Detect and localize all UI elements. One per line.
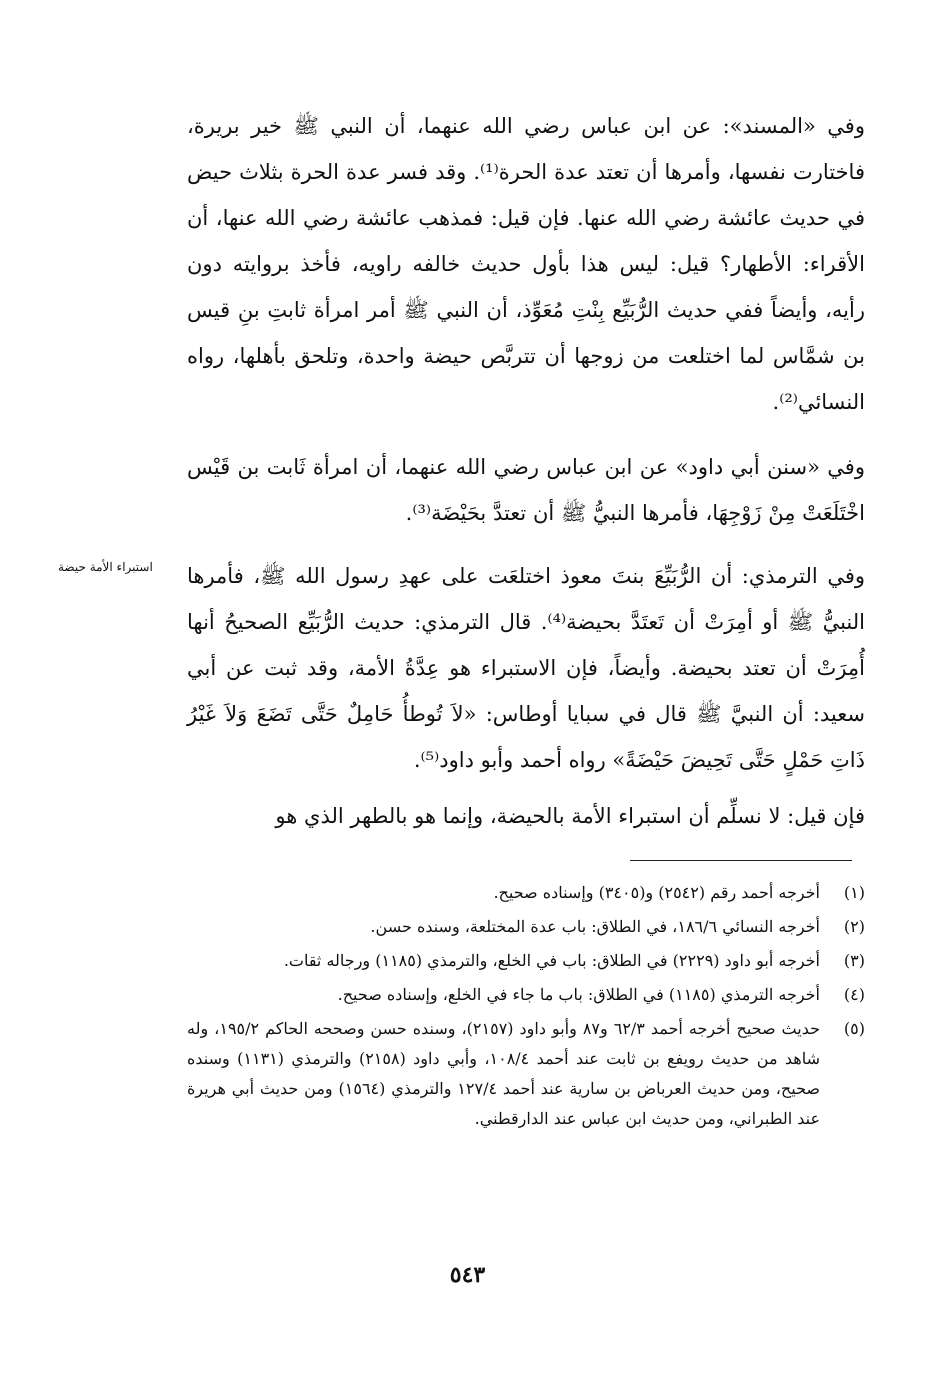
footnotes — [187, 878, 865, 1138]
body-paragraph-4: فإن قيل: لا نسلِّم أن استبراء الأمة بالحيضة، وإنما هو بالطهر الذي هو — [275, 804, 865, 828]
footnote-5 — [187, 1014, 865, 1134]
footnote-number: (٥) — [843, 1019, 865, 1038]
footnote-1 — [187, 878, 865, 908]
footnote-text: أخرجه الترمذي (١١٨٥) في الطلاق: باب ما جاء في الخلع، وإسناده صحيح. — [337, 985, 820, 1004]
footnote-text: أخرجه أبو داود (٢٢٢٩) في الطلاق: باب في الخلع، والترمذي (١١٨٥) ورجاله ثقات. — [283, 951, 820, 970]
footnote-text: أخرجه أحمد رقم (٢٥٤٢) و(٣٤٠٥) وإسناده صحيح. — [493, 883, 820, 902]
footnote-text: حديث صحيح أخرجه أحمد ٦٢/٣ و٨٧ وأبو داود (٢١٥٧)، وسنده حسن وصححه الحاكم ١٩٥/٢، وله شاهد من حديث رويفع بن ثابت عند أحمد ١٠٨/٤، وأبي داود (٢١٥٨) والترمذي (١١٣١) وسنده صحيح، ومن حديث العرباض بن سارية عند أحمد ١٢٧/٤ والترمذي (١٥٦٤) ومن حديث أبي هريرة عند الطبراني، ومن حديث ابن عباس عند الدارقطني. — [187, 1019, 821, 1128]
page-number: ٥٤٣ — [449, 1262, 486, 1288]
body-paragraph-3: وفي الترمذي: أن الرُّبَيِّعَ بنتَ معوذ اختلعَت على عهدِ رسول الله ﷺ، فأمرها النبيُّ ﷺ أو أمِرَتْ أن تَعتَدَّ بحيضة⁽⁴⁾. قال الترمذي: حديث الرُّبَيِّع الصحيحُ أنها أُمِرَتْ أن تعتد بحيضة. وأيضاً، فإن الاستبراء هو عِدَّةُ الأمة، وقد ثبت عن أبي سعيد: أن النبيَّ ﷺ قال في سبايا أوطاس: «لاَ تُوطأُ حَامِلٌ حَتَّى تَضَعَ وَلاَ غَيْرُ ذَاتِ حَمْلٍ حَتَّى تَحِيضَ حَيْضَةً» رواه أحمد وأبو داود⁽⁵⁾. — [187, 564, 865, 772]
footnote-divider — [630, 860, 852, 861]
footnote-number: (٣) — [843, 951, 865, 970]
footnote-3 — [187, 946, 865, 976]
footnote-2 — [187, 912, 865, 942]
margin-note: استبراء الأمة حيضة — [58, 560, 153, 574]
body-paragraph-2: وفي «سنن أبي داود» عن ابن عباس رضي الله عنهما، أن امرأة ثَابت بن قَيْس اخْتَلَعَتْ مِنْ زَوْجِهَا، فأمرها النبيُّ ﷺ أن تعتدَّ بحَيْضَة⁽³⁾. — [187, 455, 865, 525]
footnote-number: (١) — [843, 883, 865, 902]
footnote-number: (٤) — [843, 985, 865, 1004]
footnote-4 — [187, 980, 865, 1010]
body-paragraph-1: وفي «المسند»: عن ابن عباس رضي الله عنهما، أن النبي ﷺ خير بريرة، فاختارت نفسها، وأمرها أن تعتد عدة الحرة⁽¹⁾. وقد فسر عدة الحرة بثلاث حيض في حديث عائشة رضي الله عنها. فإن قيل: فمذهب عائشة رضي الله عنها، أن الأقراء: الأطهار؟ قيل: ليس هذا بأول حديث خالفه راويه، فأخذ بروايته دون رأيه، وأيضاً ففي حديث الرُّبَيِّع بِنْتِ مُعَوِّذ، أن النبي ﷺ أمر امرأة ثابتِ بنِ قيس بن شمَّاس لما اختلعت من زوجها أن تتربَّص حيضة واحدة، وتلحق بأهلها، رواه النسائي⁽²⁾. — [187, 114, 865, 414]
footnote-number: (٢) — [843, 917, 865, 936]
footnote-text: أخرجه النسائي ١٨٦/٦، في الطلاق: باب عدة المختلعة، وسنده حسن. — [370, 917, 820, 936]
